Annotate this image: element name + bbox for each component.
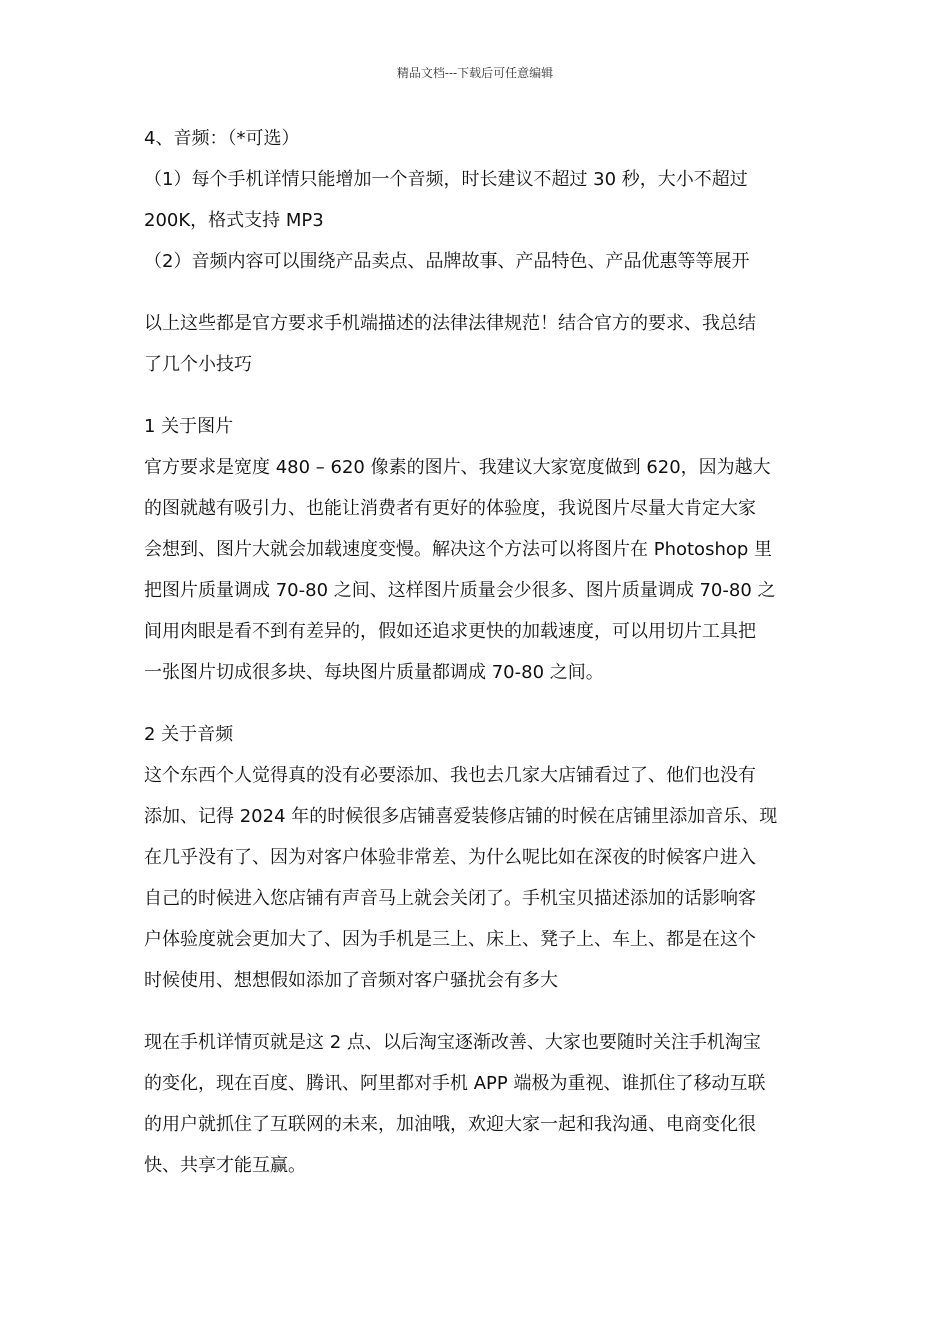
text-line: 这个东西个人觉得真的没有必要添加、我也去几家大店铺看过了、他们也没有 xyxy=(144,765,756,786)
text-line: （1）每个手机详情只能增加一个音频，时长建议不超过 30 秒，大小不超过 xyxy=(144,169,748,190)
text-line: 以上这些都是官方要求手机端描述的法律法律规范！结合官方的要求、我总结 xyxy=(144,313,756,334)
paragraph-gap xyxy=(144,1001,814,1022)
paragraph xyxy=(144,714,814,1001)
text-line: 把图片质量调成 70-80 之间、这样图片质量会少很多、图片质量调成 70-80 之 xyxy=(144,580,776,601)
text-line: 自己的时候进入您店铺有声音马上就会关闭了。手机宝贝描述添加的话影响客 xyxy=(144,888,756,909)
text-line: （2）音频内容可以围绕产品卖点、品牌故事、产品特色、产品优惠等等展开 xyxy=(144,251,750,272)
text-line: 官方要求是宽度 480 – 620 像素的图片、我建议大家宽度做到 620，因为越大 xyxy=(144,457,771,478)
paragraph-gap xyxy=(144,282,814,303)
text-line: 200K，格式支持 MP3 xyxy=(144,210,324,231)
paragraph-gap xyxy=(144,693,814,714)
paragraph xyxy=(144,118,814,282)
text-line: 快、共享才能互赢。 xyxy=(144,1155,306,1176)
text-line: 在几乎没有了、因为对客户体验非常差、为什么呢比如在深夜的时候客户进入 xyxy=(144,847,756,868)
text-line: 现在手机详情页就是这 2 点、以后淘宝逐渐改善、大家也要随时关注手机淘宝 xyxy=(144,1032,761,1053)
text-line: 了几个小技巧 xyxy=(144,354,252,375)
paragraph xyxy=(144,406,814,693)
paragraph xyxy=(144,1022,814,1186)
text-line: 户体验度就会更加大了、因为手机是三上、床上、凳子上、车上、都是在这个 xyxy=(144,929,756,950)
text-line: 添加、记得 2024 年的时候很多店铺喜爱装修店铺的时候在店铺里添加音乐、现 xyxy=(144,806,778,827)
text-line: 1 关于图片 xyxy=(144,416,234,437)
page-header: 精品文档---下载后可任意编辑 xyxy=(396,66,554,80)
text-line: 的变化，现在百度、腾讯、阿里都对手机 APP 端极为重视、谁抓住了移动互联 xyxy=(144,1073,766,1094)
text-line: 2 关于音频 xyxy=(144,724,234,745)
text-line: 一张图片切成很多块、每块图片质量都调成 70-80 之间。 xyxy=(144,662,604,683)
paragraph xyxy=(144,303,814,385)
text-line: 时候使用、想想假如添加了音频对客户骚扰会有多大 xyxy=(144,970,558,991)
text-line: 间用肉眼是看不到有差异的，假如还追求更快的加载速度，可以用切片工具把 xyxy=(144,621,756,642)
document-body xyxy=(144,118,814,1186)
text-line: 的用户就抓住了互联网的未来，加油哦，欢迎大家一起和我沟通、电商变化很 xyxy=(144,1114,756,1135)
text-line: 的图就越有吸引力、也能让消费者有更好的体验度，我说图片尽量大肯定大家 xyxy=(144,498,756,519)
text-line: 会想到、图片大就会加载速度变慢。解决这个方法可以将图片在 Photoshop 里 xyxy=(144,539,773,560)
text-line: 4、音频：（*可选） xyxy=(144,128,300,149)
paragraph-gap xyxy=(144,385,814,406)
